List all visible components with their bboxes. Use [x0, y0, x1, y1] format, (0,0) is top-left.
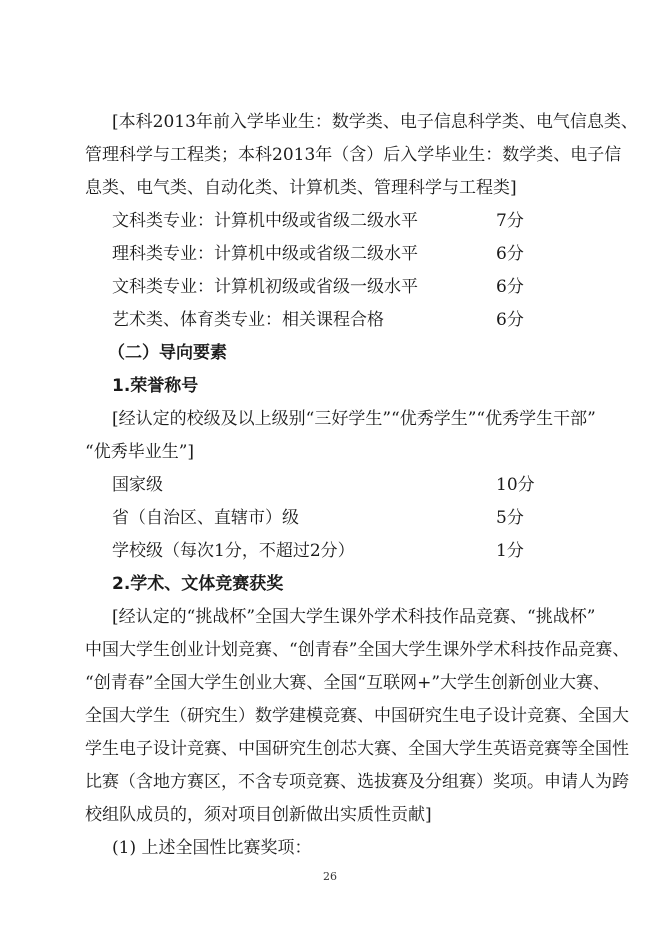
- list-item: (1) 上述全国性比赛奖项：: [112, 838, 312, 858]
- paragraph-line: 息类、电气类、自动化类、计算机类、管理科学与工程类]: [85, 178, 517, 198]
- score-item-label: 文科类专业：计算机初级或省级一级水平: [112, 277, 418, 297]
- score-item-value: 1分: [496, 541, 524, 561]
- page-number: 26: [323, 870, 337, 883]
- score-item-value: 6分: [496, 277, 524, 297]
- paragraph-line: “优秀毕业生”]: [85, 442, 195, 462]
- subsection-heading: 2.学术、文体竞赛获奖: [112, 574, 284, 594]
- score-item-value: 5分: [496, 508, 524, 528]
- paragraph-line: 中国大学生创业计划竞赛、“创青春”全国大学生课外学术科技作品竞赛、: [85, 640, 630, 660]
- score-item-value: 6分: [496, 244, 524, 264]
- paragraph-line: 校组队成员的，须对项目创新做出实质性贡献]: [85, 805, 432, 825]
- score-item-label: 理科类专业：计算机中级或省级二级水平: [112, 244, 418, 264]
- paragraph-line: 学生电子设计竞赛、中国研究生创芯大赛、全国大学生英语竞赛等全国性: [85, 739, 629, 759]
- score-item-label: 学校级（每次1分，不超过2分）: [112, 541, 355, 561]
- paragraph-line: [经认定的“挑战杯”全国大学生课外学术科技作品竞赛、“挑战杯”: [112, 607, 596, 627]
- paragraph-line: 比赛（含地方赛区，不含专项竞赛、选拔赛及分组赛）奖项。申请人为跨: [85, 772, 629, 792]
- score-item-value: 10分: [496, 475, 535, 495]
- score-item-label: 文科类专业：计算机中级或省级二级水平: [112, 211, 418, 231]
- paragraph-line: 管理科学与工程类；本科2013年（含）后入学毕业生：数学类、电子信: [85, 145, 622, 165]
- paragraph-line: [经认定的校级及以上级别“三好学生”“优秀学生”“优秀学生干部”: [112, 409, 596, 429]
- score-item-value: 6分: [496, 310, 524, 330]
- paragraph-line: [本科2013年前入学毕业生：数学类、电子信息科学类、电气信息类、: [112, 112, 638, 132]
- section-heading: （二）导向要素: [108, 343, 227, 363]
- score-item-label: 省（自治区、直辖市）级: [112, 508, 299, 528]
- score-item-label: 艺术类、体育类专业：相关课程合格: [112, 310, 384, 330]
- paragraph-line: “创青春”全国大学生创业大赛、全国“互联网+”大学生创新创业大赛、: [85, 673, 611, 693]
- score-item-value: 7分: [496, 211, 524, 231]
- score-item-label: 国家级: [112, 475, 163, 495]
- paragraph-line: 全国大学生（研究生）数学建模竞赛、中国研究生电子设计竞赛、全国大: [85, 706, 629, 726]
- subsection-heading: 1.荣誉称号: [112, 376, 199, 396]
